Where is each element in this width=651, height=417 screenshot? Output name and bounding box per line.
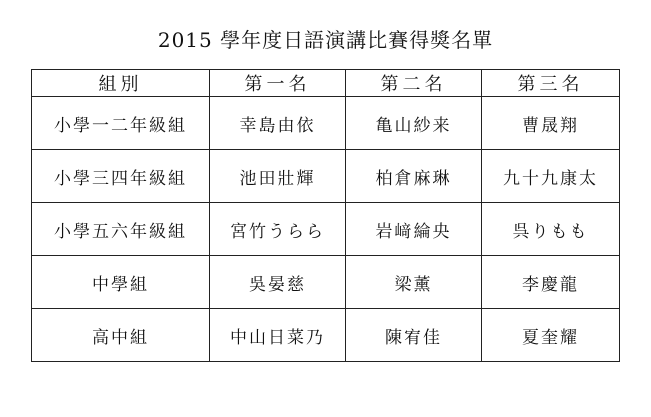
document-title: 2015 學年度日語演講比賽得獎名單	[157, 28, 494, 52]
table-header-row	[32, 70, 620, 97]
header-group: 組別	[32, 70, 210, 97]
second-place-cell: 柏倉麻琳	[346, 150, 482, 203]
third-place-cell: 夏奎耀	[482, 309, 620, 362]
table-row	[32, 203, 620, 256]
third-place-cell: 李慶龍	[482, 256, 620, 309]
first-place-cell: 宮竹うらら	[210, 203, 346, 256]
third-place-cell: 呉りもも	[482, 203, 620, 256]
second-place-cell: 陳宥佳	[346, 309, 482, 362]
group-cell: 小學一二年級組	[32, 97, 210, 150]
second-place-cell: 亀山紗来	[346, 97, 482, 150]
table-row	[32, 150, 620, 203]
first-place-cell: 中山日菜乃	[210, 309, 346, 362]
group-cell: 小學三四年級組	[32, 150, 210, 203]
first-place-cell: 池田壯輝	[210, 150, 346, 203]
table-row	[32, 256, 620, 309]
third-place-cell: 九十九康太	[482, 150, 620, 203]
header-first-place: 第一名	[210, 70, 346, 97]
group-cell: 高中組	[32, 309, 210, 362]
second-place-cell: 梁薰	[346, 256, 482, 309]
group-cell: 小學五六年級組	[32, 203, 210, 256]
second-place-cell: 岩﨑綸央	[346, 203, 482, 256]
first-place-cell: 幸島由依	[210, 97, 346, 150]
award-winners-table	[31, 69, 620, 362]
group-cell: 中學組	[32, 256, 210, 309]
header-second-place: 第二名	[346, 70, 482, 97]
table-row	[32, 97, 620, 150]
first-place-cell: 吳晏慈	[210, 256, 346, 309]
third-place-cell: 曹晟翔	[482, 97, 620, 150]
table-row	[32, 309, 620, 362]
header-third-place: 第三名	[482, 70, 620, 97]
